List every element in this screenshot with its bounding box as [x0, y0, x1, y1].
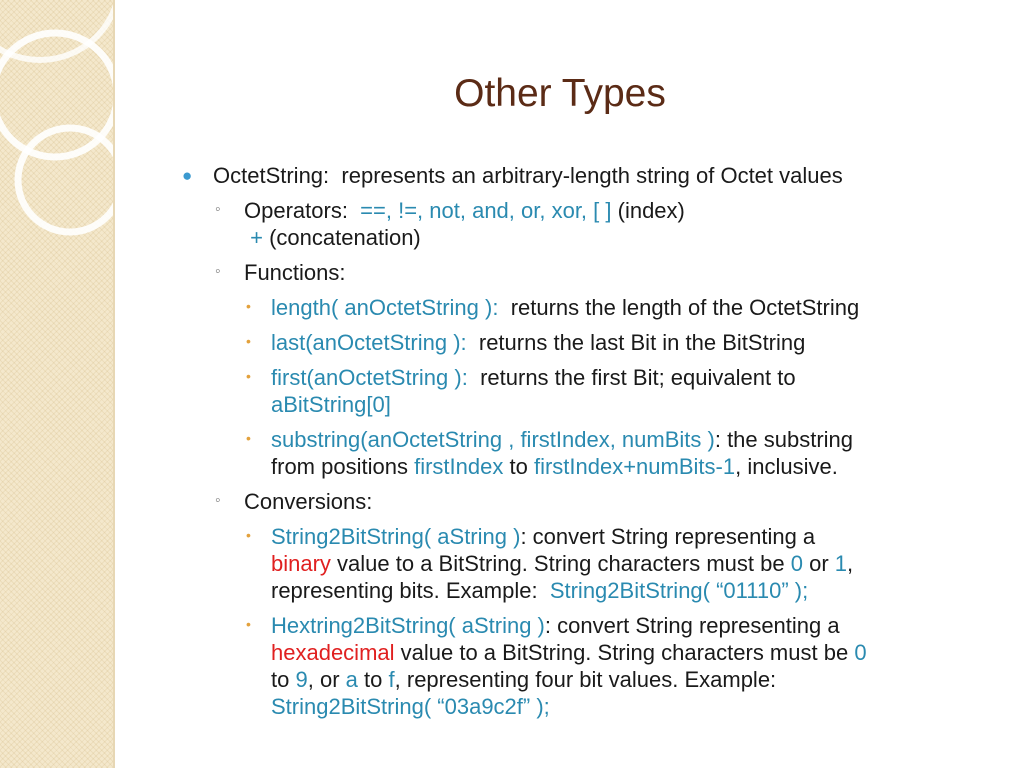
bullet-small-dot-icon: • — [246, 298, 251, 314]
slide-title: Other Types — [454, 72, 666, 115]
bullet-first: • first(anOctetString ): returns the first Bit; equivalent to aBitString[0] — [246, 365, 796, 417]
decorative-side-band — [0, 0, 113, 768]
bullet-ring-icon: ◦ — [215, 492, 221, 509]
slide-body — [180, 162, 1000, 728]
bullet-dot-icon: ● — [182, 166, 193, 185]
bullet-hextring2bitstring: • Hextring2BitString( aString ): convert String representing a hexadecimal value to a BitString. String characters must be 0 to 9, or a to f, representing four bit values. Example: String2BitString( “03a9c2f” ); — [246, 613, 867, 719]
bullet-ring-icon: ◦ — [215, 263, 221, 280]
bullet-small-dot-icon: • — [246, 368, 251, 384]
bullet-last: • last(anOctetString ): returns the last Bit in the BitString — [246, 330, 806, 355]
bullet-octetstring: ● OctetString: represents an arbitrary-length string of Octet values — [182, 163, 843, 188]
bullet-length: • length( anOctetString ): returns the length of the OctetString — [246, 295, 860, 320]
bullet-small-dot-icon: • — [246, 430, 251, 446]
bullet-string2bitstring: • String2BitString( aString ): convert String representing a binary value to a BitString. String characters must be 0 or 1, representing bits. Example: String2BitString( “01110” ); — [246, 524, 854, 603]
bullet-ring-icon: ◦ — [215, 201, 221, 218]
bullet-operators: ◦ Operators: ==, !=, not, and, or, xor, [ ] (index) + (concatenation) — [215, 198, 685, 250]
bullet-small-dot-icon: • — [246, 333, 251, 349]
bullet-substring: • substring(anOctetString , firstIndex, numBits ): the substring from positions firstIndex to firstIndex+numBits-1, inclusive. — [246, 427, 854, 479]
bullet-small-dot-icon: • — [246, 527, 251, 543]
bullet-conversions: ◦ Conversions: — [215, 489, 373, 514]
side-band-edge — [113, 0, 115, 768]
bullet-functions: ◦ Functions: — [215, 260, 346, 285]
decorative-rings — [0, 0, 113, 768]
bullet-small-dot-icon: • — [246, 616, 251, 632]
